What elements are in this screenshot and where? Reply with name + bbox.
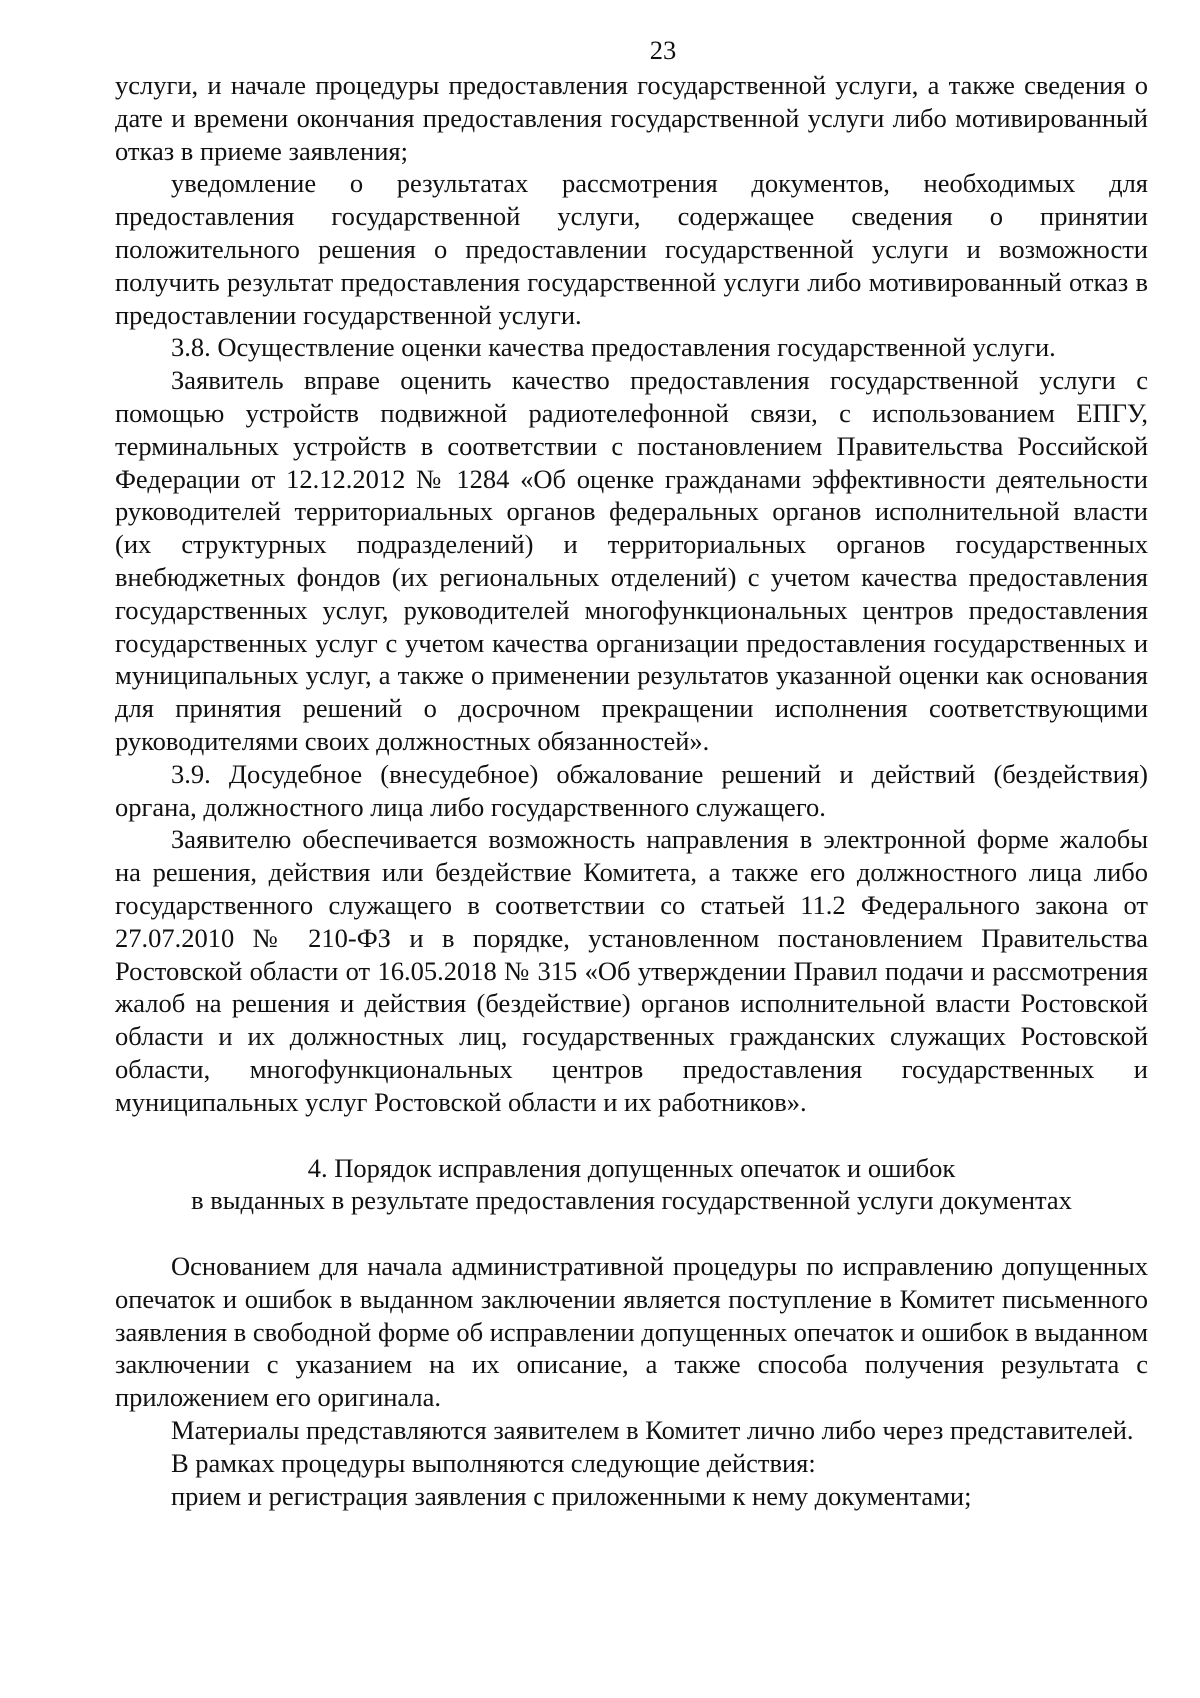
section-heading-line: 4. Порядок исправления допущенных опечаток и ошибок [307,1152,956,1183]
paragraph: Заявитель вправе оценить качество предоставления государственной услуги с помощью устройств подвижной радиотелефонной связи, с использованием ЕПГУ, терминальных устройств в соответствии с постановлением Правительства Российской Федерации от 12.12.2012 № 1284 «Об оценке гражданами эффективности деятельности руководителей территориальных органов федеральных органов исполнительной власти (их структурных подразделений) и территориальных органов государственных внебюджетных фондов (их региональных отделений) с учетом качества предоставления государственных услуг, руководителей многофункциональных центров предоставления государственных услуг с учетом качества организации предоставления государственных и муниципальных услуг, а также о применении результатов указанной оценки как основания для принятия решений о досрочном прекращении исполнения соответствующими руководителями своих должностных обязанностей». [115,365,1148,756]
section-heading-line: в выданных в результате предоставления государственной услуги документах [191,1185,1072,1216]
paragraph: услуги, и начале процедуры предоставления государственной услуги, а также сведения о дате и времени окончания предоставления государственной услуги либо мотивированный отказ в приеме заявления; [115,70,1148,166]
paragraph: Заявителю обеспечивается возможность направления в электронной форме жалобы на решения, действия или бездействие Комитета, а также его должностного лица либо государственного служащего в соответствии со статьей 11.2 Федерального закона от 27.07.2010 № 210-ФЗ и в порядке, установленном постановлением Правительства Ростовской области от 16.05.2018 № 315 «Об утверждении Правил подачи и рассмотрения жалоб на решения и действия (бездействие) органов исполнительной власти Ростовской области и их должностных лиц, государственных гражданских служащих Ростовской области, многофункциональных центров предоставления государственных и муниципальных услуг Ростовской области и их работников». [115,824,1148,1117]
page-number: 23 [649,35,677,65]
paragraph: прием и регистрация заявления с приложенными к нему документами; [171,1480,972,1511]
paragraph: Материалы представляются заявителем в Комитет лично либо через представителей. [171,1415,1134,1446]
paragraph: уведомление о результатах рассмотрения документов, необходимых для предоставления государственной услуги, содержащее сведения о принятии положительного решения о предоставлении государственной услуги и возможности получить результат предоставления государственной услуги либо мотивированный отказ в предоставлении государственной услуги. [115,168,1148,330]
section-heading [115,1152,1148,1218]
body-text-after [115,1250,1148,1512]
paragraph: В рамках процедуры выполняются следующие действия: [171,1447,816,1478]
paragraph: Основанием для начала административной процедуры по исправлению допущенных опечаток и ошибок в выданном заключении является поступление в Комитет письменного заявления в свободной форме об исправлении допущенных опечаток и ошибок в выданном заключении с указанием на их описание, а также способа получения результата с приложением его оригинала. [115,1251,1148,1413]
body-text-before [115,69,1148,1119]
paragraph: 3.8. Осуществление оценки качества предоставления государственной услуги. [171,332,1056,363]
paragraph: 3.9. Досудебное (внесудебное) обжалование решений и действий (бездействия) органа, должностного лица либо государственного служащего. [115,758,1148,822]
